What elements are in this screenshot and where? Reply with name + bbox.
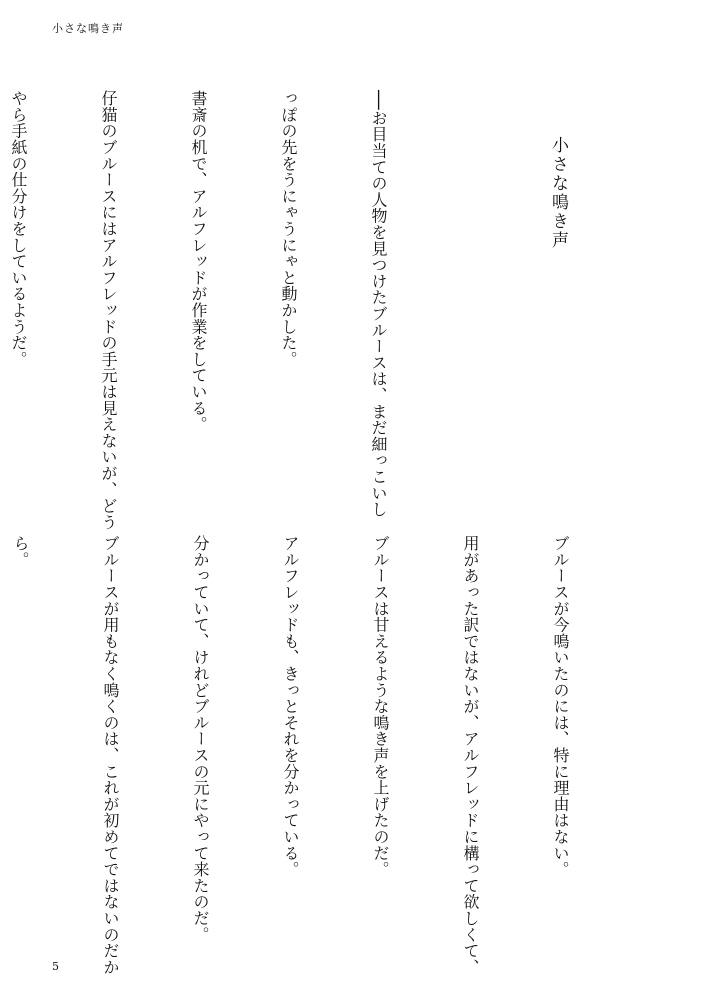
text-line: 書斎の机で、アルフレッドが作業をしている。 (189, 90, 208, 433)
text-line: ブルースが用もなく鳴くのは、これが初めてではないのだか (101, 535, 120, 976)
lower-text-block (0, 535, 635, 976)
running-header: 小さな鳴き声 (52, 22, 124, 35)
text-line: ブルースが今鳴いたのには、特に理由はない。 (551, 535, 570, 878)
text-line: 用があった訳ではないが、アルフレッドに構って欲しくて、 (461, 535, 480, 976)
text-line: ──お目当ての人物を見つけたブルースは、まだ細っこいし (369, 90, 388, 518)
upper-text-block (0, 90, 633, 531)
text-line: ブルースは甘えるような鳴き声を上げたのだ。 (371, 535, 390, 878)
text-line: 仔猫のブルースにはアルフレッドの手元は見えないが、どう (99, 90, 118, 531)
page-number: 5 (52, 960, 59, 973)
spacer (453, 90, 483, 500)
text-line: 分かっていて、けれどブルースの元にやって来たのだ。 (191, 535, 210, 943)
text-line: やら手紙の仕分けをしているようだ。 (9, 90, 28, 368)
text-line: っぽの先をうにゃうにゃと動かした。 (279, 90, 298, 368)
text-line: ら。 (11, 535, 30, 568)
chapter-title: 小さな鳴き声 (548, 136, 568, 250)
text-line: アルフレッドも、きっとそれを分かっている。 (281, 535, 300, 878)
